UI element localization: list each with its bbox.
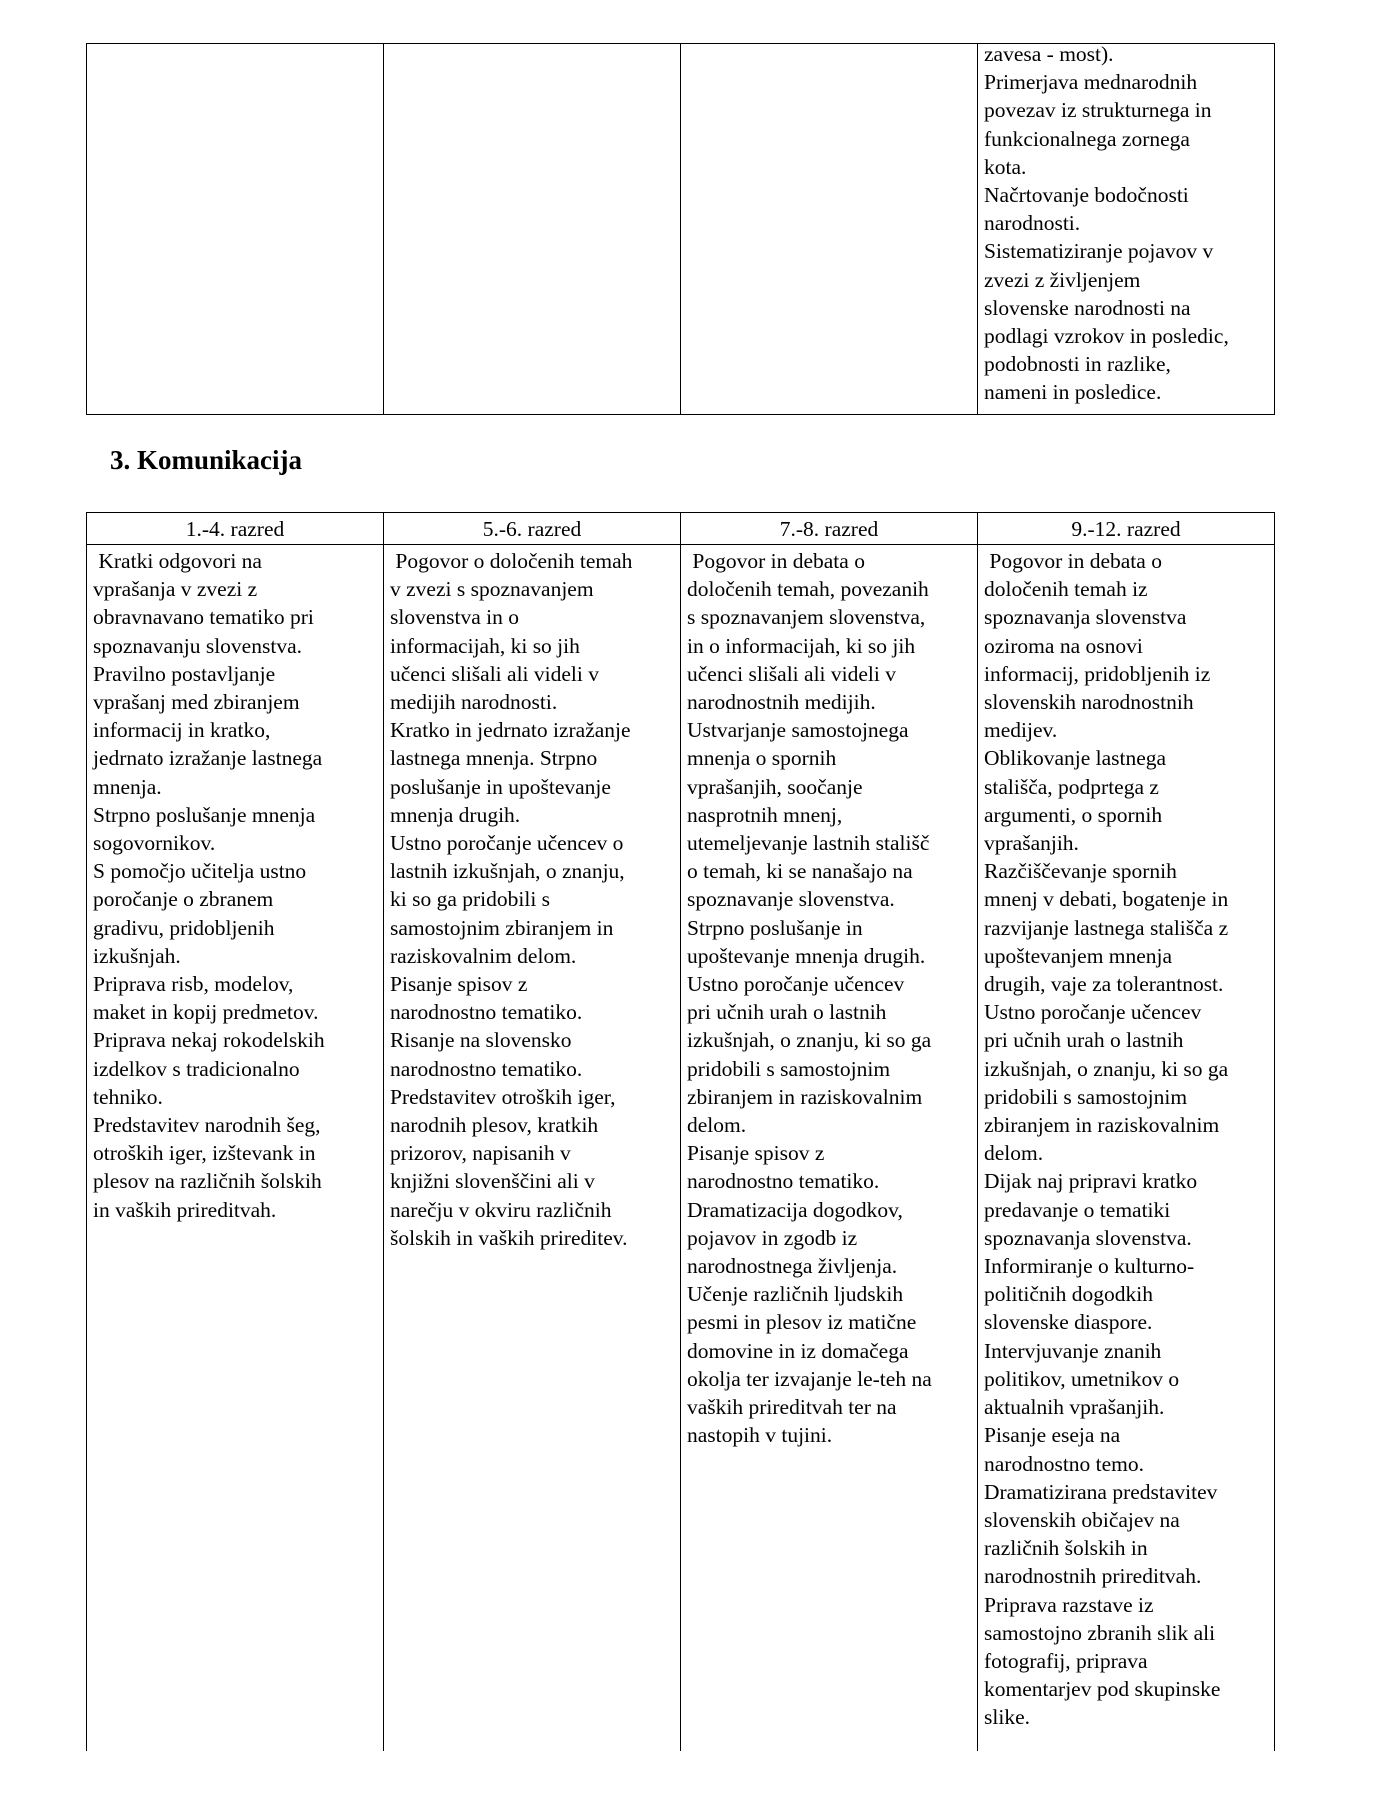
text-line: domovine in iz domačega xyxy=(687,1338,909,1363)
table-row xyxy=(87,44,1275,415)
cell-text xyxy=(978,40,1274,407)
text-line: sogovornikov. xyxy=(93,831,216,856)
text-line: Kratki odgovori na xyxy=(93,549,262,573)
text-line: informacij, pridobljenih iz xyxy=(984,661,1211,686)
text-line: medijih narodnosti. xyxy=(390,690,558,715)
text-line: spoznavanju slovenstva. xyxy=(93,633,302,658)
text-line: Kratko in jedrnato izražanje xyxy=(390,718,631,743)
text-line: učenci slišali ali videli v xyxy=(687,661,896,686)
text-line: pojavov in zgodb iz xyxy=(687,1225,858,1250)
text-line: vprašanj med zbiranjem xyxy=(93,690,300,715)
text-line: okolja ter izvajanje le-teh na xyxy=(687,1366,932,1391)
text-line: mnenja o spornih xyxy=(687,746,837,771)
text-line: upoštevanjem mnenja xyxy=(984,943,1173,968)
text-line: informacijah, ki so jih xyxy=(390,633,580,658)
text-line: upoštevanje mnenja drugih. xyxy=(687,943,926,968)
text-line: zbiranjem in raziskovalnim xyxy=(687,1084,923,1109)
table-cell-col3 xyxy=(681,44,978,415)
cell-text xyxy=(87,545,383,1224)
column-header: 1.-4. razred xyxy=(87,513,384,545)
text-line: raziskovalnim delom. xyxy=(390,943,577,968)
text-line: obravnavano tematiko pri xyxy=(93,605,314,630)
table-cell-col4 xyxy=(978,44,1275,415)
text-line: podlagi vzrokov in posledic, xyxy=(984,324,1229,349)
text-line: narodnih plesov, kratkih xyxy=(390,1113,599,1138)
text-line: samostojno zbranih slik ali xyxy=(984,1620,1216,1645)
text-line: nastopih v tujini. xyxy=(687,1423,833,1448)
previous-section-table xyxy=(86,43,1275,415)
text-line: kota. xyxy=(984,154,1027,179)
column-header: 7.-8. razred xyxy=(681,513,978,545)
text-line: Ustno poročanje učencev o xyxy=(390,831,624,856)
text-line: Priprava razstave iz xyxy=(984,1592,1154,1617)
text-line: argumenti, o spornih xyxy=(984,802,1163,827)
text-line: pri učnih urah o lastnih xyxy=(984,1028,1184,1053)
text-line: vprašanja v zvezi z xyxy=(93,577,258,602)
text-line: predavanje o tematiki xyxy=(984,1197,1171,1222)
text-line: Informiranje o kulturno- xyxy=(984,1254,1195,1279)
text-line: Pisanje eseja na xyxy=(984,1423,1121,1448)
text-line: maket in kopij predmetov. xyxy=(93,1000,319,1025)
text-line: slike. xyxy=(984,1705,1030,1730)
text-line: Predstavitev narodnih šeg, xyxy=(93,1113,321,1138)
column-header: 5.-6. razred xyxy=(384,513,681,545)
text-line: gradivu, pridobljenih xyxy=(93,915,275,940)
text-line: Predstavitev otroških iger, xyxy=(390,1084,616,1109)
text-line: Pisanje spisov z xyxy=(687,1141,825,1166)
text-line: narodnostno tematiko. xyxy=(390,1000,583,1025)
text-line: tehniko. xyxy=(93,1084,163,1109)
text-line: Priprava nekaj rokodelskih xyxy=(93,1028,325,1053)
text-line: šolskih in vaških prireditev. xyxy=(390,1225,628,1250)
text-line: o temah, ki se nanašajo na xyxy=(687,859,913,884)
text-line: Ustno poročanje učencev xyxy=(687,972,905,997)
text-line: Sistematiziranje pojavov v xyxy=(984,239,1214,264)
text-line: narodnostnih prireditvah. xyxy=(984,1564,1202,1589)
text-line: mnenja drugih. xyxy=(390,802,521,827)
text-line: oziroma na osnovi xyxy=(984,633,1143,658)
text-line: vprašanjih. xyxy=(984,831,1079,856)
text-line: nasprotnih mnenj, xyxy=(687,802,843,827)
text-line: fotografij, priprava xyxy=(984,1648,1148,1673)
table-cell-col1 xyxy=(87,44,384,415)
text-line: Pravilno postavljanje xyxy=(93,661,276,686)
text-line: Dijak naj pripravi kratko xyxy=(984,1169,1198,1194)
text-line: narodnostno tematiko. xyxy=(687,1169,880,1194)
text-line: pridobili s samostojnim xyxy=(984,1084,1188,1109)
text-line: Razčiščevanje spornih xyxy=(984,859,1177,884)
text-line: slovenstva in o xyxy=(390,605,519,630)
text-line: učenci slišali ali videli v xyxy=(390,661,599,686)
text-line: politikov, umetnikov o xyxy=(984,1366,1180,1391)
text-line: mnenj v debati, bogatenje in xyxy=(984,887,1229,912)
text-line: vaških prireditvah ter na xyxy=(687,1395,897,1420)
text-line: povezav iz strukturnega in xyxy=(984,98,1212,123)
table-row xyxy=(87,545,1275,1752)
cell-text xyxy=(384,545,680,1252)
text-line: utemeljevanje lastnih stališč xyxy=(687,831,930,856)
text-line: pri učnih urah o lastnih xyxy=(687,1000,887,1025)
table-cell-grade-7-8 xyxy=(681,545,978,1752)
text-line: Risanje na slovensko xyxy=(390,1028,572,1053)
text-line: narodnostno tematiko. xyxy=(390,1056,583,1081)
text-line: Ustvarjanje samostojnega xyxy=(687,718,909,743)
text-line: spoznavanja slovenstva xyxy=(984,605,1187,630)
text-line: jedrnato izražanje lastnega xyxy=(93,746,323,771)
text-line: pridobili s samostojnim xyxy=(687,1056,891,1081)
text-line: političnih dogodkih xyxy=(984,1282,1154,1307)
text-line: poslušanje in upoštevanje xyxy=(390,774,611,799)
text-line: spoznavanja slovenstva. xyxy=(984,1225,1192,1250)
text-line: stališča, podprtega z xyxy=(984,774,1159,799)
text-line: Pisanje spisov z xyxy=(390,972,528,997)
text-line: lastnih izkušnjah, o znanju, xyxy=(390,859,625,884)
text-line: funkcionalnega zornega xyxy=(984,126,1190,151)
text-line: izkušnjah. xyxy=(93,943,181,968)
text-line: slovenske narodnosti na xyxy=(984,295,1191,320)
text-line: razvijanje lastnega stališča z xyxy=(984,915,1229,940)
table-cell-grade-1-4 xyxy=(87,545,384,1752)
text-line: delom. xyxy=(984,1141,1044,1166)
text-line: Priprava risb, modelov, xyxy=(93,972,294,997)
text-line: komentarjev pod skupinske xyxy=(984,1677,1221,1702)
text-line: Primerjava mednarodnih xyxy=(984,70,1198,95)
text-line: narodnosti. xyxy=(984,211,1081,236)
text-line: Dramatizacija dogodkov, xyxy=(687,1197,903,1222)
table-cell-grade-9-12 xyxy=(978,545,1275,1752)
text-line: narodnostno temo. xyxy=(984,1451,1145,1476)
text-line: delom. xyxy=(687,1113,747,1138)
table-cell-grade-5-6 xyxy=(384,545,681,1752)
text-line: mnenja. xyxy=(93,774,162,799)
text-line: in vaških prireditvah. xyxy=(93,1197,277,1222)
text-line: ki so ga pridobili s xyxy=(390,887,551,912)
text-line: in o informacijah, ki so jih xyxy=(687,633,916,658)
text-line: Načrtovanje bodočnosti xyxy=(984,183,1189,208)
table-header-row xyxy=(87,513,1275,545)
text-line: samostojnim zbiranjem in xyxy=(390,915,614,940)
cell-text xyxy=(978,545,1274,1732)
text-line: poročanje o zbranem xyxy=(93,887,274,912)
text-line: izdelkov s tradicionalno xyxy=(93,1056,300,1081)
text-line: Pogovor o določenih temah xyxy=(390,549,633,573)
text-line: slovenskih običajev na xyxy=(984,1507,1180,1532)
text-line: zvezi z življenjem xyxy=(984,267,1141,292)
text-line: narečju v okviru različnih xyxy=(390,1197,612,1222)
text-line: narodnostnih medijih. xyxy=(687,690,876,715)
text-line: zavesa - most). xyxy=(984,42,1114,66)
text-line: Pogovor in debata o xyxy=(687,549,865,573)
text-line: vprašanjih, soočanje xyxy=(687,774,863,799)
text-line: Učenje različnih ljudskih xyxy=(687,1282,904,1307)
cell-text xyxy=(681,545,977,1450)
text-line: Dramatizirana predstavitev xyxy=(984,1479,1218,1504)
section-heading: 3. Komunikacija xyxy=(110,445,303,475)
text-line: slovenskih narodnostnih xyxy=(984,690,1194,715)
text-line: lastnega mnenja. Strpno xyxy=(390,746,598,771)
text-line: Strpno poslušanje in xyxy=(687,915,863,940)
column-header: 9.-12. razred xyxy=(978,513,1275,545)
text-line: prizorov, napisanih v xyxy=(390,1141,571,1166)
text-line: izkušnjah, o znanju, ki so ga xyxy=(687,1028,932,1053)
text-line: v zvezi s spoznavanjem xyxy=(390,577,594,602)
text-line: Pogovor in debata o xyxy=(984,549,1162,573)
text-line: določenih temah, povezanih xyxy=(687,577,929,602)
text-line: Ustno poročanje učencev xyxy=(984,1000,1202,1025)
table-cell-col2 xyxy=(384,44,681,415)
text-line: slovenske diaspore. xyxy=(984,1310,1153,1335)
text-line: drugih, vaje za tolerantnost. xyxy=(984,972,1224,997)
text-line: informacij in kratko, xyxy=(93,718,271,743)
text-line: Strpno poslušanje mnenja xyxy=(93,802,316,827)
text-line: nameni in posledice. xyxy=(984,380,1162,405)
communication-table xyxy=(86,512,1275,1751)
text-line: knjižni slovenščini ali v xyxy=(390,1169,595,1194)
text-line: pesmi in plesov iz matične xyxy=(687,1310,917,1335)
text-line: S pomočjo učitelja ustno xyxy=(93,859,307,884)
text-line: različnih šolskih in xyxy=(984,1536,1148,1561)
text-line: podobnosti in razlike, xyxy=(984,352,1171,377)
text-line: zbiranjem in raziskovalnim xyxy=(984,1113,1220,1138)
text-line: izkušnjah, o znanju, ki so ga xyxy=(984,1056,1229,1081)
text-line: plesov na različnih šolskih xyxy=(93,1169,322,1194)
text-line: narodnostnega življenja. xyxy=(687,1254,898,1279)
text-line: spoznavanje slovenstva. xyxy=(687,887,895,912)
text-line: otroških iger, izštevank in xyxy=(93,1141,316,1166)
text-line: aktualnih vprašanjih. xyxy=(984,1395,1165,1420)
text-line: Intervjuvanje znanih xyxy=(984,1338,1162,1363)
text-line: Oblikovanje lastnega xyxy=(984,746,1167,771)
text-line: medijev. xyxy=(984,718,1058,743)
text-line: s spoznavanjem slovenstva, xyxy=(687,605,926,630)
text-line: določenih temah iz xyxy=(984,577,1148,602)
